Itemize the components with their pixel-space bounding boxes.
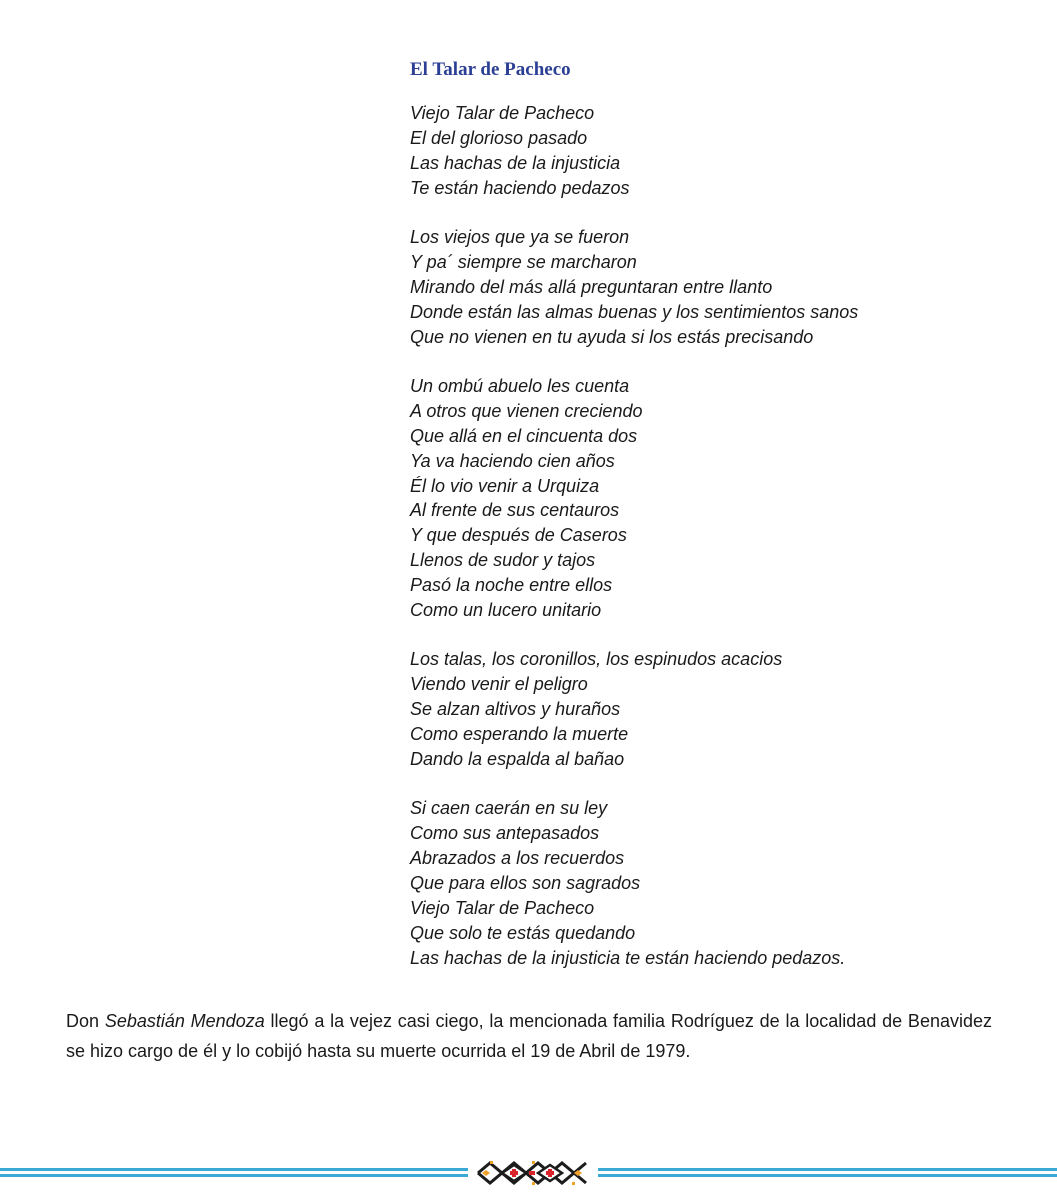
verse-line: Al frente de sus centauros <box>410 500 620 521</box>
verse-line: Las hachas de la injusticia <box>410 152 621 173</box>
verse-line: Que solo te estás quedando <box>410 922 636 943</box>
verse-line: Como un lucero unitario <box>410 599 602 620</box>
verse-line: Que allá en el cincuenta dos <box>410 425 638 446</box>
paragraph-text-end: llegó a la vejez casi ciego, la mencionada familia Rodríguez de la localidad de Benavidez se hizo cargo de él y lo cobijó hasta su muerte ocurrida el 19 de Abril de 1979. <box>66 1011 992 1061</box>
verse-line: Viendo venir el peligro <box>410 674 588 695</box>
page-footer <box>0 1158 1057 1188</box>
verse-line: Pasó la noche entre ellos <box>410 574 613 595</box>
verse-line: Si caen caerán en su ley <box>410 798 608 819</box>
verse-line: Las hachas de la injusticia te están haciendo pedazos. <box>410 947 846 968</box>
verse-line: Viejo Talar de Pacheco <box>410 897 595 918</box>
paragraph-text-start: Don <box>66 1011 105 1031</box>
verse-line: Y pa´ siempre se marcharon <box>410 252 637 273</box>
verse-line: Te están haciendo pedazos <box>410 177 630 198</box>
verse-line: Como sus antepasados <box>410 823 600 844</box>
poem-title: El Talar de Pacheco <box>410 59 571 80</box>
stanza-4 <box>410 647 1030 771</box>
footer-rule-left <box>0 1168 468 1178</box>
verse-line: A otros que vienen creciendo <box>410 401 643 422</box>
stanza-1 <box>410 101 1030 200</box>
verse-line: Viejo Talar de Pacheco <box>410 103 595 123</box>
stanza-3 <box>410 374 1030 622</box>
verse-line: Ya va haciendo cien años <box>410 450 615 471</box>
verse-line: Los talas, los coronillos, los espinudos acacios <box>410 649 783 670</box>
poem-body <box>410 101 1030 995</box>
verse-line: Y que después de Caseros <box>410 525 627 546</box>
verse-line: Se alzan altivos y huraños <box>410 699 621 720</box>
verse-line: Llenos de sudor y tajos <box>410 550 596 571</box>
verse-line: El del glorioso pasado <box>410 127 588 148</box>
verse-line: Como esperando la muerte <box>410 723 629 744</box>
verse-line: Mirando del más allá preguntaran entre llanto <box>410 276 773 297</box>
verse-line: Los viejos que ya se fueron <box>410 227 630 248</box>
verse-line: Donde están las almas buenas y los sentimientos sanos <box>410 301 859 322</box>
verse-line: Dando la espalda al bañao <box>410 748 625 769</box>
verse-line: Él lo vio venir a Urquiza <box>410 475 600 496</box>
guarda-pampa-emblem-icon <box>476 1160 590 1186</box>
footer-rule-right <box>598 1168 1057 1178</box>
verse-line: Que no vienen en tu ayuda si los estás precisando <box>410 326 814 347</box>
verse-line: Un ombú abuelo les cuenta <box>410 376 630 397</box>
verse-line: Abrazados a los recuerdos <box>410 848 625 869</box>
person-name: Sebastián Mendoza <box>104 1011 265 1031</box>
stanza-5 <box>410 796 1030 970</box>
verse-line: Que para ellos son sagrados <box>410 872 641 893</box>
stanza-2 <box>410 225 1030 349</box>
closing-paragraph <box>66 1006 992 1066</box>
